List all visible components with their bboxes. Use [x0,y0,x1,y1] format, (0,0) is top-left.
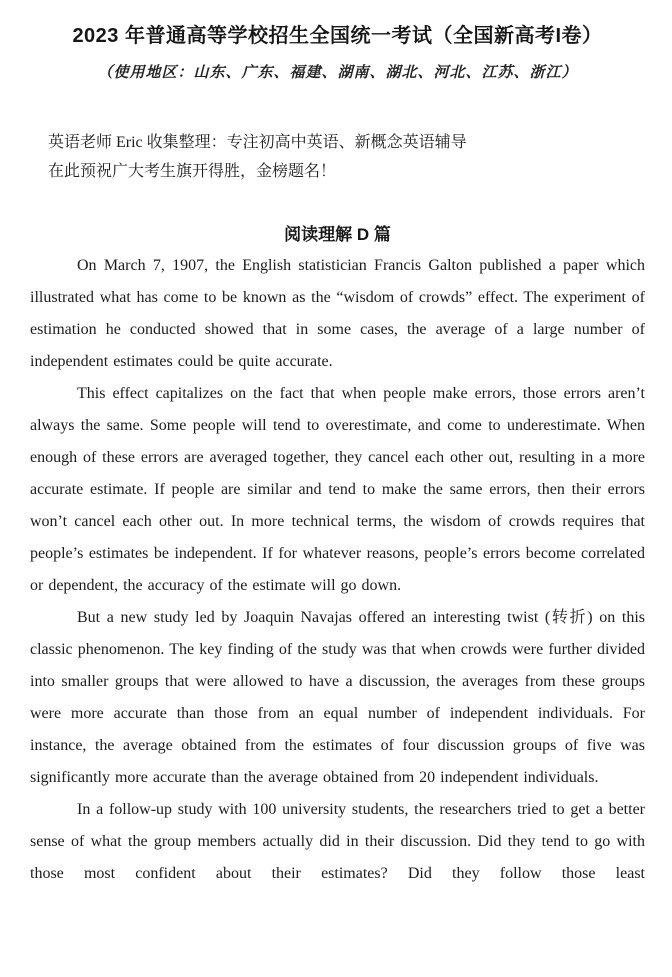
collector-note [30,128,645,186]
reading-passage [30,250,645,890]
exam-regions-subtitle: （使用地区：山东、广东、福建、湖南、湖北、河北、江苏、浙江） [97,65,578,81]
passage-paragraph-2: This effect capitalizes on the fact that when people make errors, those errors aren’t always the same. Some people will tend to overestimate, and come to underestimate. When enough of these errors are averaged together, they cancel each other out, resulting in a more accurate estimate. If people are similar and tend to make the same errors, then their errors won’t cancel each other out. In more technical terms, the wisdom of crowds requires that people’s estimates be independent. If for whatever reasons, people’s errors become correlated or dependent, the accuracy of the estimate will go down. [30,385,645,594]
collector-note-line-2: 在此预祝广大考生旗开得胜，金榜题名！ [48,163,337,180]
section-heading: 阅读理解 D 篇 [284,225,391,244]
passage-paragraph-3: But a new study led by Joaquin Navajas offered an interesting twist (转折) on this classic phenomenon. The key finding of the study was that when crowds were further divided into smaller groups that were allowed to have a discussion, the averages from these groups were more accurate than those from an equal number of independent individuals. For instance, the average obtained from the estimates of four discussion groups of five was significantly more accurate than the average obtained from 20 independent individuals. [30,609,645,786]
passage-paragraph-1: On March 7, 1907, the English statistician Francis Galton published a paper which illustrated what has come to be known as the “wisdom of crowds” effect. The experiment of estimation he conducted showed that in some cases, the average of a large number of independent estimates could be quite accurate. [30,257,645,370]
passage-paragraph-4: In a follow-up study with 100 university students, the researchers tried to get a better sense of what the group members actually did in their discussion. Did they tend to go with those most confident about their estimates? Did they follow those least [30,801,645,882]
collector-note-line-1: 英语老师 Eric 收集整理：专注初高中英语、新概念英语辅导 [48,134,467,151]
exam-title: 2023 年普通高等学校招生全国统一考试（全国新高考I卷） [72,25,603,47]
